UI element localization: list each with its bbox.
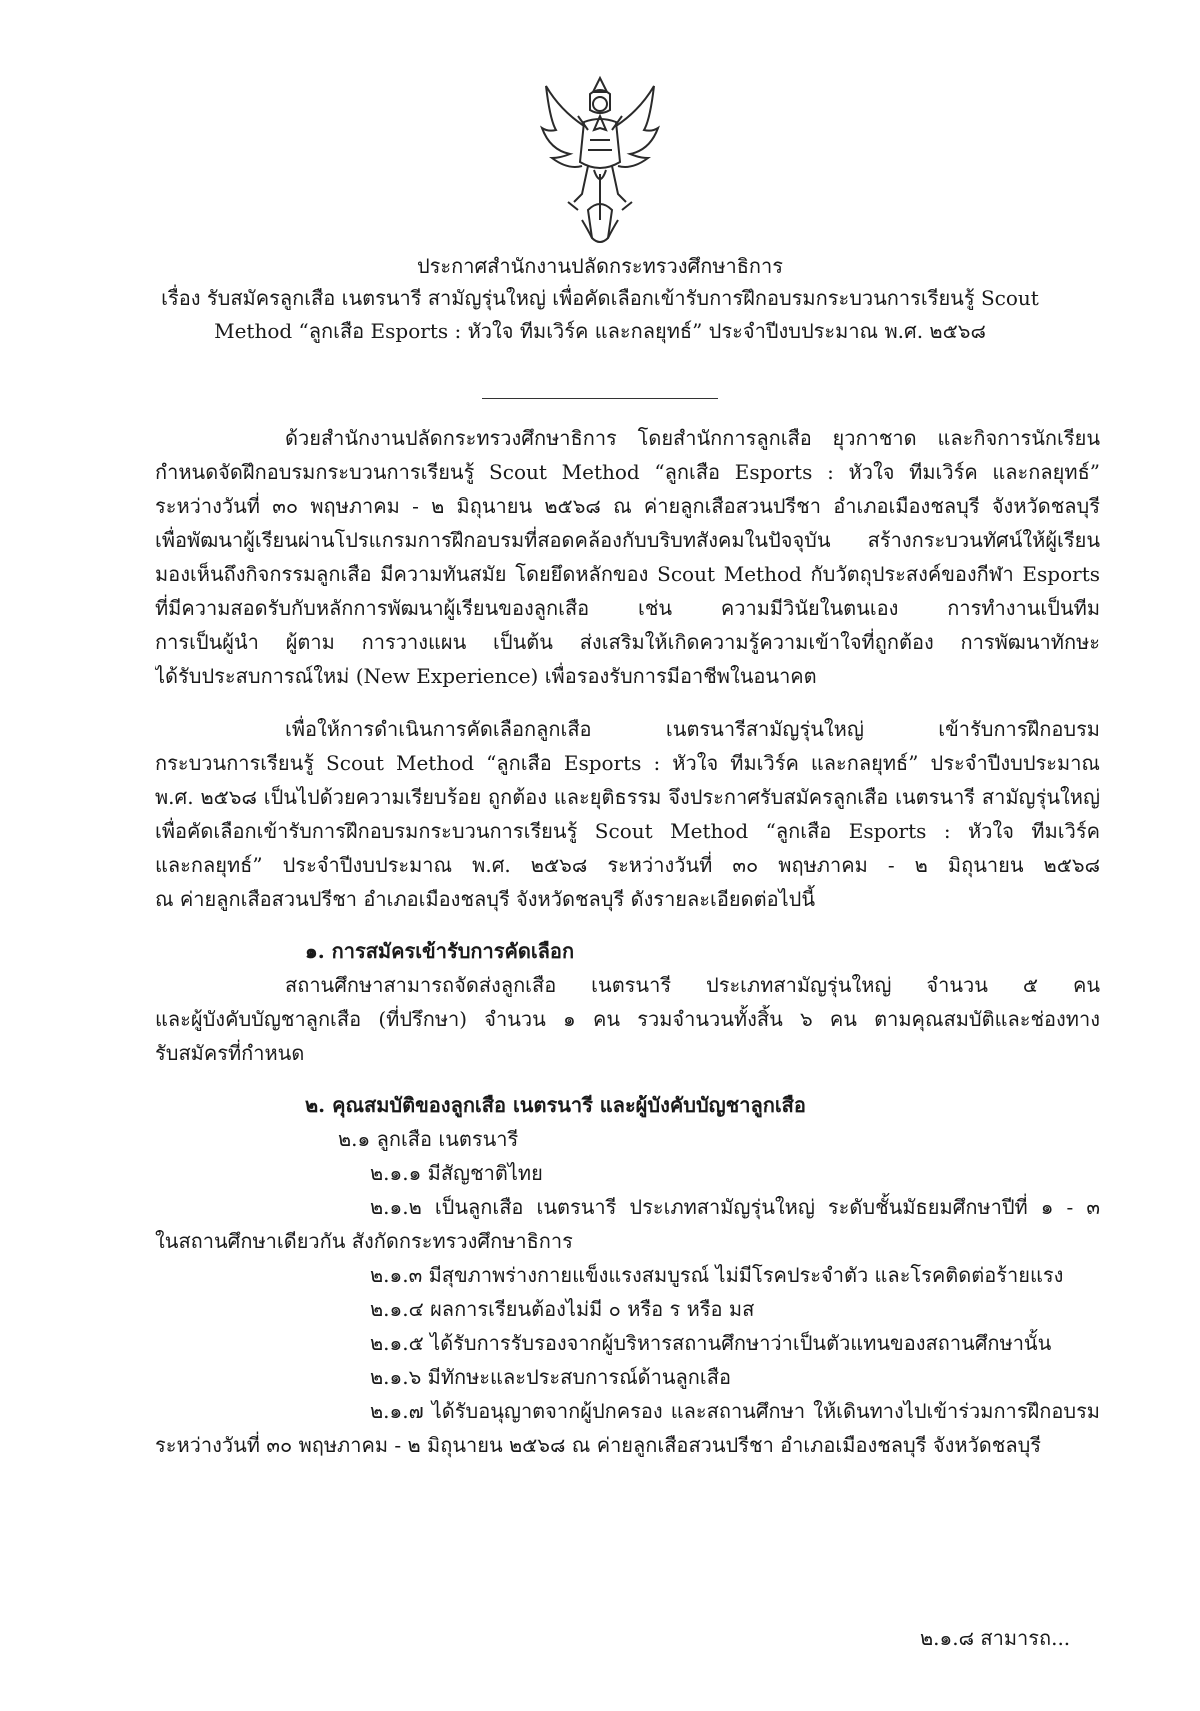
text-line: ระหว่างวันที่ ๓๐ พฤษภาคม - ๒ มิถุนายน ๒๕๖๘ ณ ค่ายลูกเสือสวนปรีชา อำเภอเมืองชลบุรี จังหวัดชลบุรี — [155, 494, 1100, 518]
section-heading: ๑. การสมัครเข้ารับการคัดเลือก — [305, 939, 575, 963]
page-continuation: ๒.๑.๘ สามารถ... — [920, 1626, 1071, 1650]
text-line: และกลยุทธ์” ประจำปีงบประมาณ พ.ศ. ๒๕๖๘ ระหว่างวันที่ ๓๐ พฤษภาคม - ๒ มิถุนายน ๒๕๖๘ — [155, 853, 1100, 877]
section-heading: ๒. คุณสมบัติของลูกเสือ เนตรนารี และผู้บังคับบัญชาลูกเสือ — [305, 1093, 806, 1117]
header-divider — [482, 398, 718, 399]
text-line: สถานศึกษาสามารถจัดส่งลูกเสือ เนตรนารี ประเภทสามัญรุ่นใหญ่ จำนวน ๕ คน — [285, 973, 1100, 997]
announcement-title: ประกาศสำนักงานปลัดกระทรวงศึกษาธิการ — [416, 254, 784, 278]
subsection-heading: ๒.๑ ลูกเสือ เนตรนารี — [338, 1127, 519, 1151]
announcement-subject-line2: Method “ลูกเสือ Esports : หัวใจ ทีมเวิร์ค และกลยุทธ์” ประจำปีงบประมาณ พ.ศ. ๒๕๖๘ — [214, 319, 986, 343]
text-line: เพื่อให้การดำเนินการคัดเลือกลูกเสือ เนตรนารีสามัญรุ่นใหญ่ เข้ารับการฝึกอบรม — [285, 717, 1100, 741]
list-item: ๒.๑.๑ มีสัญชาติไทย — [370, 1161, 543, 1185]
text-line: การเป็นผู้นำ ผู้ตาม การวางแผน เป็นต้น ส่งเสริมให้เกิดความรู้ความเข้าใจที่ถูกต้อง การพัฒนาทักษะ — [155, 630, 1100, 654]
text-line: ด้วยสำนักงานปลัดกระทรวงศึกษาธิการ โดยสำนักการลูกเสือ ยุวกาชาด และกิจการนักเรียน — [285, 426, 1100, 450]
list-item: ๒.๑.๒ เป็นลูกเสือ เนตรนารี ประเภทสามัญรุ่นใหญ่ ระดับชั้นมัธยมศึกษาปีที่ ๑ - ๓ — [370, 1195, 1100, 1219]
text-line: เพื่อคัดเลือกเข้ารับการฝึกอบรมกระบวนการเรียนรู้ Scout Method “ลูกเสือ Esports : หัวใจ ทีมเวิร์ค — [155, 819, 1100, 843]
list-item: ๒.๑.๗ ได้รับอนุญาตจากผู้ปกครอง และสถานศึกษา ให้เดินทางไปเข้าร่วมการฝึกอบรม — [370, 1399, 1100, 1423]
list-item: ๒.๑.๕ ได้รับการรับรองจากผู้บริหารสถานศึกษาว่าเป็นตัวแทนของสถานศึกษานั้น — [370, 1331, 1052, 1355]
text-line: ณ ค่ายลูกเสือสวนปรีชา อำเภอเมืองชลบุรี จังหวัดชลบุรี ดังรายละเอียดต่อไปนี้ — [155, 887, 815, 911]
text-line: กระบวนการเรียนรู้ Scout Method “ลูกเสือ Esports : หัวใจ ทีมเวิร์ค และกลยุทธ์” ประจำปีงบประมาณ — [155, 751, 1100, 775]
list-item: ๒.๑.๓ มีสุขภาพร่างกายแข็งแรงสมบูรณ์ ไม่มีโรคประจำตัว และโรคติดต่อร้ายแรง — [370, 1263, 1064, 1287]
text-line: และผู้บังคับบัญชาลูกเสือ (ที่ปรึกษา) จำนวน ๑ คน รวมจำนวนทั้งสิ้น ๖ คน ตามคุณสมบัติและช่องทาง — [155, 1007, 1100, 1031]
garuda-emblem-icon — [538, 70, 662, 250]
text-line: เพื่อพัฒนาผู้เรียนผ่านโปรแกรมการฝึกอบรมที่สอดคล้องกับบริบทสังคมในปัจจุบัน สร้างกระบวนทัศน์ให้ผู้เรียน — [155, 528, 1100, 552]
text-line: พ.ศ. ๒๕๖๘ เป็นไปด้วยความเรียบร้อย ถูกต้อง และยุติธรรม จึงประกาศรับสมัครลูกเสือ เนตรนารี สามัญรุ่นใหญ่ — [155, 785, 1100, 809]
text-line: มองเห็นถึงกิจกรรมลูกเสือ มีความทันสมัย โดยยึดหลักของ Scout Method กับวัตถุประสงค์ของกีฬา Esports — [155, 562, 1100, 586]
list-item-continuation: ระหว่างวันที่ ๓๐ พฤษภาคม - ๒ มิถุนายน ๒๕๖๘ ณ ค่ายลูกเสือสวนปรีชา อำเภอเมืองชลบุรี จังหวัดชลบุรี — [155, 1433, 1042, 1457]
list-item: ๒.๑.๔ ผลการเรียนต้องไม่มี ๐ หรือ ร หรือ มส — [370, 1297, 755, 1321]
text-line: รับสมัครที่กำหนด — [155, 1041, 305, 1065]
text-line: กำหนดจัดฝึกอบรมกระบวนการเรียนรู้ Scout Method “ลูกเสือ Esports : หัวใจ ทีมเวิร์ค และกลยุทธ์” — [155, 460, 1100, 484]
announcement-subject-line1: เรื่อง รับสมัครลูกเสือ เนตรนารี สามัญรุ่นใหญ่ เพื่อคัดเลือกเข้ารับการฝึกอบรมกระบวนการเรียนรู้ Scout — [161, 286, 1039, 310]
list-item-continuation: ในสถานศึกษาเดียวกัน สังกัดกระทรวงศึกษาธิการ — [155, 1229, 573, 1253]
text-line: ที่มีความสอดรับกับหลักการพัฒนาผู้เรียนของลูกเสือ เช่น ความมีวินัยในตนเอง การทำงานเป็นทีม — [155, 596, 1100, 620]
text-line: ได้รับประสบการณ์ใหม่ (New Experience) เพื่อรองรับการมีอาชีพในอนาคต — [155, 664, 817, 688]
list-item: ๒.๑.๖ มีทักษะและประสบการณ์ด้านลูกเสือ — [370, 1365, 731, 1389]
